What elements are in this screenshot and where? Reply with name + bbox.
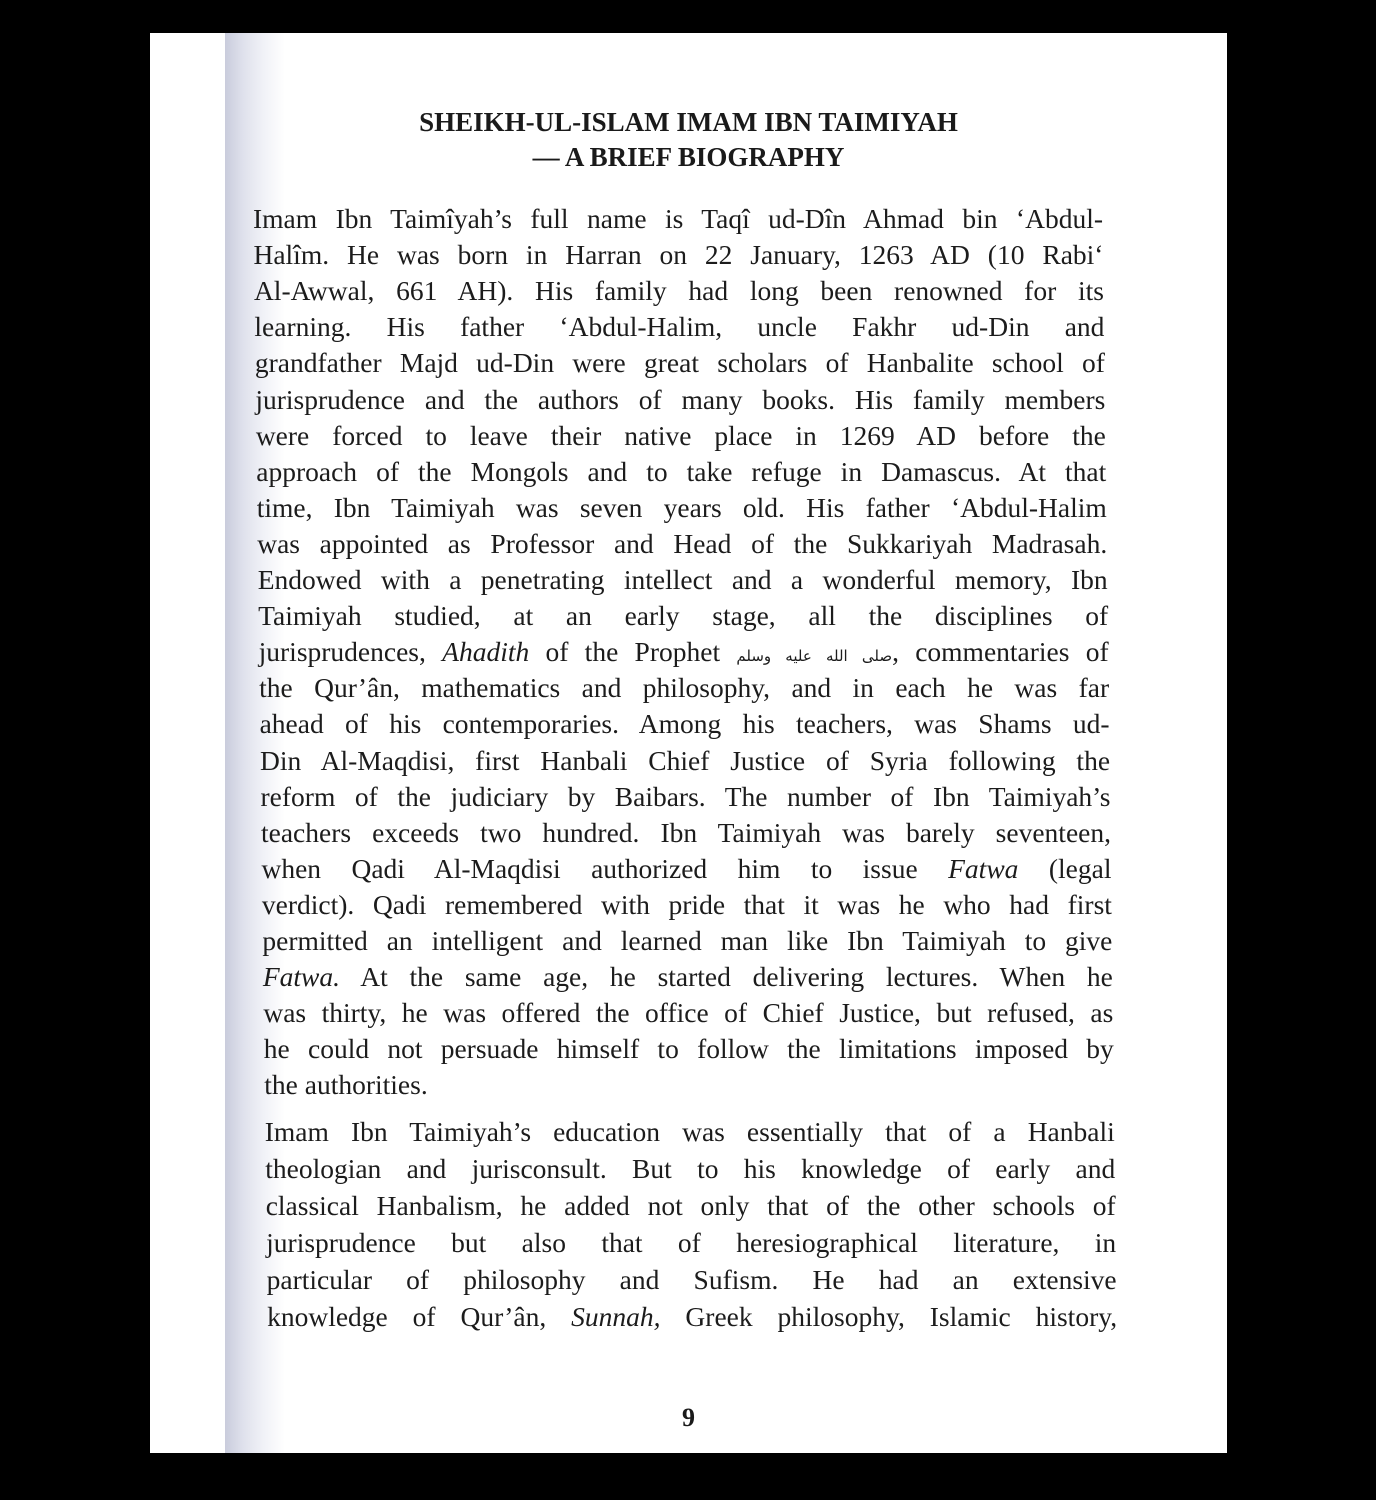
- text-line: [262, 889, 1112, 921]
- text-segment: Al-Awwal, 661 AH). His family had long been renowned for its: [253, 275, 1104, 307]
- italic-term: Sunnah,: [571, 1301, 661, 1332]
- text-line: [257, 492, 1107, 524]
- text-line: [261, 817, 1111, 849]
- text-segment: approach of the Mongols and to take refuge in Damascus. At that: [256, 455, 1107, 487]
- text-line: [254, 275, 1104, 307]
- text-line: [258, 600, 1108, 632]
- text-segment: was thirty, he was offered the office of Chief Justice, but refused, as: [263, 997, 1114, 1029]
- text-line: [267, 1264, 1117, 1296]
- italic-term: Fatwa.: [262, 961, 341, 993]
- italic-term: Ahadith: [442, 636, 530, 668]
- text-segment: grandfather Majd ud-Din were great scholars of Hanbalite school of: [254, 347, 1105, 379]
- text-line: [265, 1116, 1115, 1148]
- text-segment: verdict). Qadi remembered with pride that it was he who had first: [261, 888, 1112, 920]
- text-line: [267, 1301, 1117, 1333]
- text-segment: theologian and jurisconsult. But to his knowledge of early and: [265, 1153, 1116, 1184]
- text-segment: , commentaries of: [892, 636, 1109, 668]
- text-line: [260, 745, 1110, 777]
- text-segment: jurisprudence but also that of heresiographical literature, in: [266, 1227, 1117, 1258]
- text-line: [266, 1190, 1116, 1222]
- text-segment: when Qadi Al-Maqdisi authorized him to issue: [261, 852, 949, 884]
- text-segment: Din Al-Maqdisi, first Hanbali Chief Justice of Syria following the: [260, 744, 1111, 776]
- text-segment: Imam Ibn Taimiyah’s education was essentially that of a Hanbali: [264, 1116, 1115, 1147]
- text-segment: Taimiyah studied, at an early stage, all the disciplines of: [258, 600, 1109, 632]
- text-segment: jurisprudence and the authors of many books. His family members: [255, 383, 1106, 415]
- text-segment: Imam Ibn Taimîyah’s full name is Taqî ud-Dîn Ahmad bin ‘Abdul-: [253, 203, 1103, 234]
- text-segment: (legal: [1018, 852, 1112, 884]
- italic-term: Fatwa: [948, 852, 1019, 884]
- text-segment: he could not persuade himself to follow the limitations imposed by: [263, 1033, 1114, 1065]
- text-line: [264, 1069, 1114, 1101]
- text-line: [254, 311, 1104, 343]
- text-line: [257, 528, 1107, 560]
- text-line: [253, 203, 1103, 235]
- text-segment: the Qur’ân, mathematics and philosophy, and in each he was far: [259, 672, 1110, 704]
- text-segment: teachers exceeds two hundred. Ibn Taimiyah was barely seventeen,: [260, 816, 1111, 848]
- text-line: [263, 997, 1113, 1029]
- text-segment: jurisprudences,: [258, 636, 443, 668]
- text-segment: particular of philosophy and Sufism. He had an extensive: [266, 1264, 1117, 1295]
- text-segment: of the Prophet: [529, 636, 737, 668]
- text-segment: Halîm. He was born in Harran on 22 January, 1263 AD (10 Rabi‘: [253, 239, 1104, 271]
- text-line: [266, 1227, 1116, 1259]
- title-line-2: — A BRIEF BIOGRAPHY: [532, 142, 845, 172]
- text-line: [261, 853, 1111, 885]
- text-line: [262, 925, 1112, 957]
- text-segment: reform of the judiciary by Baibars. The number of Ibn Taimiyah’s: [260, 780, 1111, 812]
- text-segment: At the same age, he started delivering lectures. When he: [340, 961, 1113, 993]
- text-segment: the authorities.: [264, 1069, 428, 1101]
- text-line: [255, 347, 1105, 379]
- text-segment: classical Hanbalism, he added not only that of the other schools of: [265, 1190, 1116, 1221]
- text-line: [263, 961, 1113, 993]
- text-line: [259, 672, 1109, 704]
- text-segment: time, Ibn Taimiyah was seven years old. His father ‘Abdul-Halim: [256, 491, 1107, 523]
- book-page: [150, 33, 1227, 1453]
- text-line: [255, 384, 1105, 416]
- text-line: [258, 564, 1108, 596]
- text-segment: ahead of his contemporaries. Among his teachers, was Shams ud-: [259, 708, 1110, 740]
- text-segment: were forced to leave their native place in 1269 AD before the: [255, 419, 1106, 451]
- page-number: 9: [682, 1403, 695, 1432]
- text-line: [265, 1153, 1115, 1185]
- text-line: [253, 239, 1103, 271]
- text-segment: permitted an intelligent and learned man like Ibn Taimiyah to give: [262, 925, 1113, 956]
- text-line: [259, 636, 1109, 672]
- text-segment: learning. His father ‘Abdul-Halim, uncle Fakhr ud-Din and: [254, 311, 1105, 343]
- text-segment: knowledge of Qur’ân,: [267, 1301, 572, 1332]
- title-line-1: SHEIKH-UL-ISLAM IMAM IBN TAIMIYAH: [419, 107, 958, 137]
- text-line: [256, 420, 1106, 452]
- text-line: [261, 781, 1111, 813]
- text-line: [260, 708, 1110, 740]
- text-segment: was appointed as Professor and Head of the Sukkariyah Madrasah.: [257, 527, 1108, 559]
- arabic-honorific: صلى الله عليه وسلم: [736, 647, 893, 666]
- text-line: [256, 456, 1106, 488]
- text-segment: Endowed with a penetrating intellect and a wonderful memory, Ibn: [257, 564, 1108, 595]
- text-line: [264, 1033, 1114, 1065]
- text-segment: Greek philosophy, Islamic history,: [660, 1301, 1118, 1332]
